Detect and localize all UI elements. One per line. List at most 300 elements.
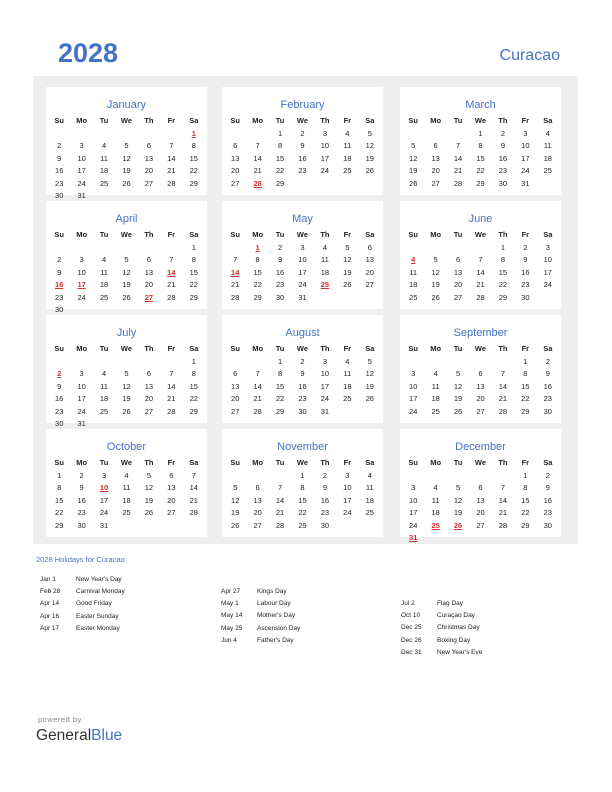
holiday-row [401,647,482,659]
day-cell: 30 [55,305,64,314]
day-cell: 23 [543,394,552,403]
empty-cell [48,242,70,255]
day-cell: 16 [275,267,285,277]
day-cell: 16 [543,381,552,391]
month-name: February [280,99,325,111]
month-grid [402,115,559,190]
empty-cell [424,242,446,255]
day-cell: 6 [478,483,483,492]
weekday-header: Fr [167,344,176,353]
empty-cell [424,470,446,483]
day-cell: 28 [498,406,508,416]
holiday-name: New Year's Day [76,576,122,583]
weekday-header: Su [408,230,418,239]
day-cell: 28 [231,292,240,302]
day-cell: 3 [300,242,305,252]
empty-cell [402,470,424,483]
month-name: June [468,213,493,225]
weekday-header: Su [408,116,418,125]
day-cell: 3 [101,470,107,480]
day-cell: 16 [77,495,86,505]
day-cell: 18 [320,267,330,277]
day-cell: 3 [345,470,350,480]
month-grid [224,229,381,304]
weekday-header: Th [144,230,154,239]
day-cell: 8 [277,369,283,378]
day-cell: 25 [99,292,109,302]
holiday-name: Ascension Day [257,624,301,632]
day-cell: 24 [99,508,109,517]
day-cell: 4 [322,242,327,252]
day-cell: 27 [453,292,463,302]
day-cell: 2 [277,242,283,252]
empty-cell [447,470,469,483]
day-cell: 5 [433,255,438,264]
day-cell: 8 [277,141,283,150]
holidays-title: 2028 Holidays for Curacao [36,555,125,564]
month-name: May [292,213,313,225]
weekday-header: Mo [76,230,88,239]
empty-cell [246,470,268,483]
day-cell: 6 [433,141,438,150]
weekday-header: Tu [99,116,109,125]
day-cell: 10 [409,381,418,391]
weekday-header: Th [498,116,508,125]
day-cell: 25 [343,394,352,403]
day-cell: 18 [409,280,418,289]
country-title: Curacao [499,47,560,64]
day-cell: 31 [77,419,86,428]
day-cell: 12 [453,381,463,391]
weekday-header: Tu [453,230,463,239]
holiday-name: Easter Sunday [76,612,119,620]
day-cell: 9 [300,141,305,150]
empty-cell [160,242,182,255]
day-cell: 11 [100,153,108,163]
weekday-header: Mo [430,230,442,239]
day-cell: 25 [122,508,131,517]
month-2 [400,87,561,195]
day-cell: 29 [275,406,285,416]
day-cell: 22 [189,394,198,403]
day-cell: 23 [298,394,307,403]
day-cell: 24 [320,394,330,403]
day-cell: 16 [55,166,64,175]
day-cell: 27 [144,178,154,188]
holiday-date: Dec 25 [401,624,422,632]
day-cell: 17 [320,381,330,391]
weekday-header: Tu [453,344,463,353]
day-cell: 23 [55,178,64,188]
day-cell: 3 [523,128,528,138]
holiday-row [221,610,300,622]
powered-by-text: powered by [38,715,82,724]
month-3 [46,201,207,314]
day-cell: 3 [322,356,327,366]
month-5 [400,201,561,309]
day-cell: 24 [409,406,418,416]
day-cell: 6 [367,242,372,252]
holiday-date: Dec 31 [401,648,422,656]
day-cell: 12 [122,153,131,163]
day-cell: 27 [253,520,262,530]
day-cell: 21 [476,280,485,289]
day-cell: 23 [55,292,64,302]
holiday-date: Oct 10 [401,612,421,620]
day-cell: 11 [431,495,440,505]
month-7 [222,315,383,423]
day-cell: 20 [144,280,154,289]
day-cell: 16 [298,381,307,391]
holiday-name: Boxing Day [437,636,471,644]
day-cell: 24 [77,178,86,188]
day-cell: 8 [255,255,260,264]
empty-cell [115,128,137,141]
day-cell: 17 [521,153,530,163]
day-cell: 18 [543,153,552,163]
day-cell: 21 [167,166,176,175]
day-cell: 26 [409,178,418,188]
day-cell: 27 [476,520,485,530]
day-cell: 22 [476,166,485,175]
day-cell: 9 [277,255,283,264]
day-cell: 20 [231,166,240,175]
day-cell: 5 [345,242,350,252]
month-grid [224,457,381,532]
holiday-date: Apr 16 [40,612,60,620]
day-cell: 1 [191,242,196,252]
day-cell: 30 [77,520,86,530]
day-cell: 20 [476,508,485,517]
day-cell: 29 [253,292,262,302]
day-cell: 11 [365,483,374,492]
day-cell: 9 [523,255,528,264]
day-cell: 26 [343,280,352,289]
holiday-date: Feb 28 [40,588,61,596]
weekday-header: Fr [521,116,530,125]
day-cell: 5 [367,128,372,138]
empty-cell [160,356,182,369]
day-cell: 19 [122,280,131,289]
day-cell: 18 [431,508,440,517]
day-cell: 21 [453,166,463,175]
holiday-day-cell: 25 [320,280,330,289]
day-cell: 6 [478,369,483,378]
month-grid [48,229,205,317]
day-cell: 24 [543,280,552,289]
month-8 [400,315,561,423]
day-cell: 21 [253,394,262,403]
weekday-header: Mo [252,116,264,125]
year-title: 2028 [58,38,119,68]
day-cell: 19 [365,381,374,391]
day-cell: 10 [320,141,330,150]
month-4 [222,201,383,309]
day-cell: 11 [409,267,418,277]
day-cell: 9 [322,483,327,492]
empty-cell [246,356,268,369]
holiday-day-cell: 4 [411,255,416,264]
day-cell: 13 [365,255,374,264]
holiday-day-cell: 26 [453,520,463,530]
empty-cell [492,356,514,369]
empty-cell [269,470,291,483]
holiday-day-cell: 25 [431,520,440,530]
month-grid [402,343,559,418]
day-cell: 9 [57,153,62,163]
day-cell: 28 [253,406,262,416]
month-name: August [285,327,320,339]
day-cell: 17 [77,166,86,175]
weekday-header: Sa [365,344,375,353]
weekday-header: Tu [99,458,109,467]
day-cell: 20 [431,166,440,175]
day-cell: 25 [543,166,552,175]
day-cell: 14 [253,153,262,163]
brand-general: General [36,727,92,744]
day-cell: 24 [298,280,307,289]
holiday-date: Dec 26 [401,636,422,644]
day-cell: 17 [409,394,418,403]
day-cell: 27 [431,178,440,188]
day-cell: 22 [189,280,198,289]
day-cell: 26 [365,166,374,175]
day-cell: 21 [189,495,198,505]
day-cell: 6 [233,141,238,150]
day-cell: 12 [365,141,374,150]
day-cell: 9 [79,483,84,492]
holiday-day-cell: 2 [57,369,62,378]
day-cell: 23 [320,508,330,517]
holiday-date: Jun 4 [221,636,237,644]
day-cell: 24 [77,406,86,416]
day-cell: 23 [498,166,508,175]
day-cell: 10 [298,255,307,264]
weekday-header: Mo [76,116,88,125]
day-cell: 5 [233,483,238,492]
weekday-header: Sa [543,116,553,125]
day-cell: 7 [169,255,174,264]
month-name: March [465,99,496,111]
day-cell: 21 [231,280,240,289]
day-cell: 2 [322,470,327,480]
day-cell: 30 [543,520,552,530]
day-cell: 15 [498,267,508,277]
day-cell: 29 [55,520,64,530]
weekday-header: Tu [99,230,109,239]
day-cell: 4 [345,356,350,366]
day-cell: 7 [233,255,238,264]
day-cell: 8 [478,141,483,150]
day-cell: 19 [122,166,131,175]
day-cell: 21 [498,508,508,517]
day-cell: 3 [79,141,84,150]
weekday-header: Th [498,344,508,353]
holiday-day-cell: 10 [99,483,109,492]
day-cell: 18 [343,153,352,163]
month-grid [48,457,205,532]
weekday-header: Tu [275,116,285,125]
day-cell: 13 [431,153,440,163]
day-cell: 10 [77,267,86,277]
day-cell: 20 [144,166,154,175]
day-cell: 10 [77,153,86,163]
day-cell: 26 [231,520,240,530]
day-cell: 10 [409,495,418,505]
day-cell: 29 [498,292,508,302]
month-6 [46,315,207,428]
day-cell: 29 [298,520,307,530]
holiday-row [401,622,482,634]
day-cell: 22 [253,280,262,289]
day-cell: 13 [476,381,485,391]
day-cell: 3 [411,369,416,378]
day-cell: 4 [433,483,438,492]
calendar-panel [33,76,578,544]
day-cell: 30 [55,191,64,200]
month-name: April [115,213,138,225]
weekday-header: Th [320,344,330,353]
day-cell: 22 [498,280,508,289]
day-cell: 26 [122,406,131,416]
day-cell: 13 [253,495,262,505]
day-cell: 11 [543,141,552,150]
day-cell: 20 [253,508,262,517]
day-cell: 17 [409,508,418,517]
day-cell: 17 [77,394,86,403]
day-cell: 6 [255,483,260,492]
day-cell: 29 [275,178,285,188]
day-cell: 29 [189,178,198,188]
month-1 [222,87,383,195]
day-cell: 8 [191,141,196,150]
day-cell: 17 [99,495,109,505]
day-cell: 25 [343,166,352,175]
day-cell: 10 [343,483,352,492]
month-name: October [106,441,147,453]
day-cell: 1 [191,356,196,366]
weekday-header: Mo [430,458,442,467]
empty-cell [93,242,115,255]
empty-cell [469,470,491,483]
day-cell: 23 [543,508,552,517]
holiday-row [401,598,482,610]
day-cell: 1 [57,470,62,480]
day-cell: 4 [367,470,372,480]
weekday-header: We [120,458,133,467]
holiday-date: Jul 2 [401,600,415,607]
empty-cell [48,128,70,141]
brand-blue: Blue [91,727,123,744]
day-cell: 16 [298,153,307,163]
day-cell: 4 [101,141,107,150]
day-cell: 26 [453,406,463,416]
weekday-header: Mo [76,458,88,467]
day-cell: 2 [57,255,62,264]
day-cell: 21 [498,394,508,403]
day-cell: 28 [498,520,508,530]
day-cell: 28 [167,406,176,416]
empty-cell [469,242,491,255]
day-cell: 14 [167,381,176,391]
day-cell: 11 [122,483,131,492]
day-cell: 1 [523,470,528,480]
holiday-day-cell: 14 [231,267,240,277]
generalblue-logo[interactable] [36,727,122,745]
weekday-header: Su [230,458,240,467]
day-cell: 18 [343,381,352,391]
day-cell: 7 [455,141,461,150]
day-cell: 19 [409,166,418,175]
holiday-name: Good Friday [76,600,112,608]
day-cell: 14 [476,267,485,277]
day-cell: 22 [298,508,307,517]
day-cell: 1 [523,356,528,366]
day-cell: 9 [57,267,62,277]
day-cell: 14 [453,153,463,163]
empty-cell [402,128,424,141]
day-cell: 22 [189,166,198,175]
weekday-header: Fr [167,230,176,239]
day-cell: 7 [277,483,283,492]
day-cell: 29 [521,406,530,416]
weekday-header: We [296,116,309,125]
empty-cell [246,128,268,141]
day-cell: 30 [543,406,552,416]
weekday-header: Fr [343,344,352,353]
day-cell: 5 [455,369,461,378]
day-cell: 12 [231,495,240,505]
day-cell: 20 [365,267,374,277]
day-cell: 5 [124,141,129,150]
weekday-header: Sa [189,458,199,467]
empty-cell [70,242,92,255]
holiday-date: Apr 27 [221,588,241,595]
empty-cell [402,242,424,255]
month-grid [224,343,381,418]
empty-cell [48,356,70,369]
day-cell: 19 [453,394,463,403]
day-cell: 12 [144,483,154,492]
day-cell: 13 [231,153,240,163]
weekday-header: Fr [167,458,176,467]
day-cell: 12 [365,369,374,378]
empty-cell [402,356,424,369]
day-cell: 6 [455,255,461,264]
month-name: September [453,327,508,339]
day-cell: 14 [167,153,176,163]
day-cell: 1 [277,128,283,138]
day-cell: 8 [300,483,305,492]
empty-cell [138,128,160,141]
day-cell: 5 [146,470,151,480]
holiday-day-cell: 1 [255,242,260,252]
day-cell: 15 [521,495,530,505]
day-cell: 30 [275,292,285,302]
day-cell: 15 [189,381,198,391]
day-cell: 24 [320,166,330,175]
month-grid [224,115,381,190]
day-cell: 31 [298,292,307,302]
empty-cell [93,128,115,141]
day-cell: 4 [124,470,129,480]
day-cell: 4 [101,369,107,378]
day-cell: 28 [476,292,485,302]
day-cell: 16 [320,495,330,505]
empty-cell [492,470,514,483]
day-cell: 16 [498,153,508,163]
holiday-name: Easter Monday [76,624,120,632]
